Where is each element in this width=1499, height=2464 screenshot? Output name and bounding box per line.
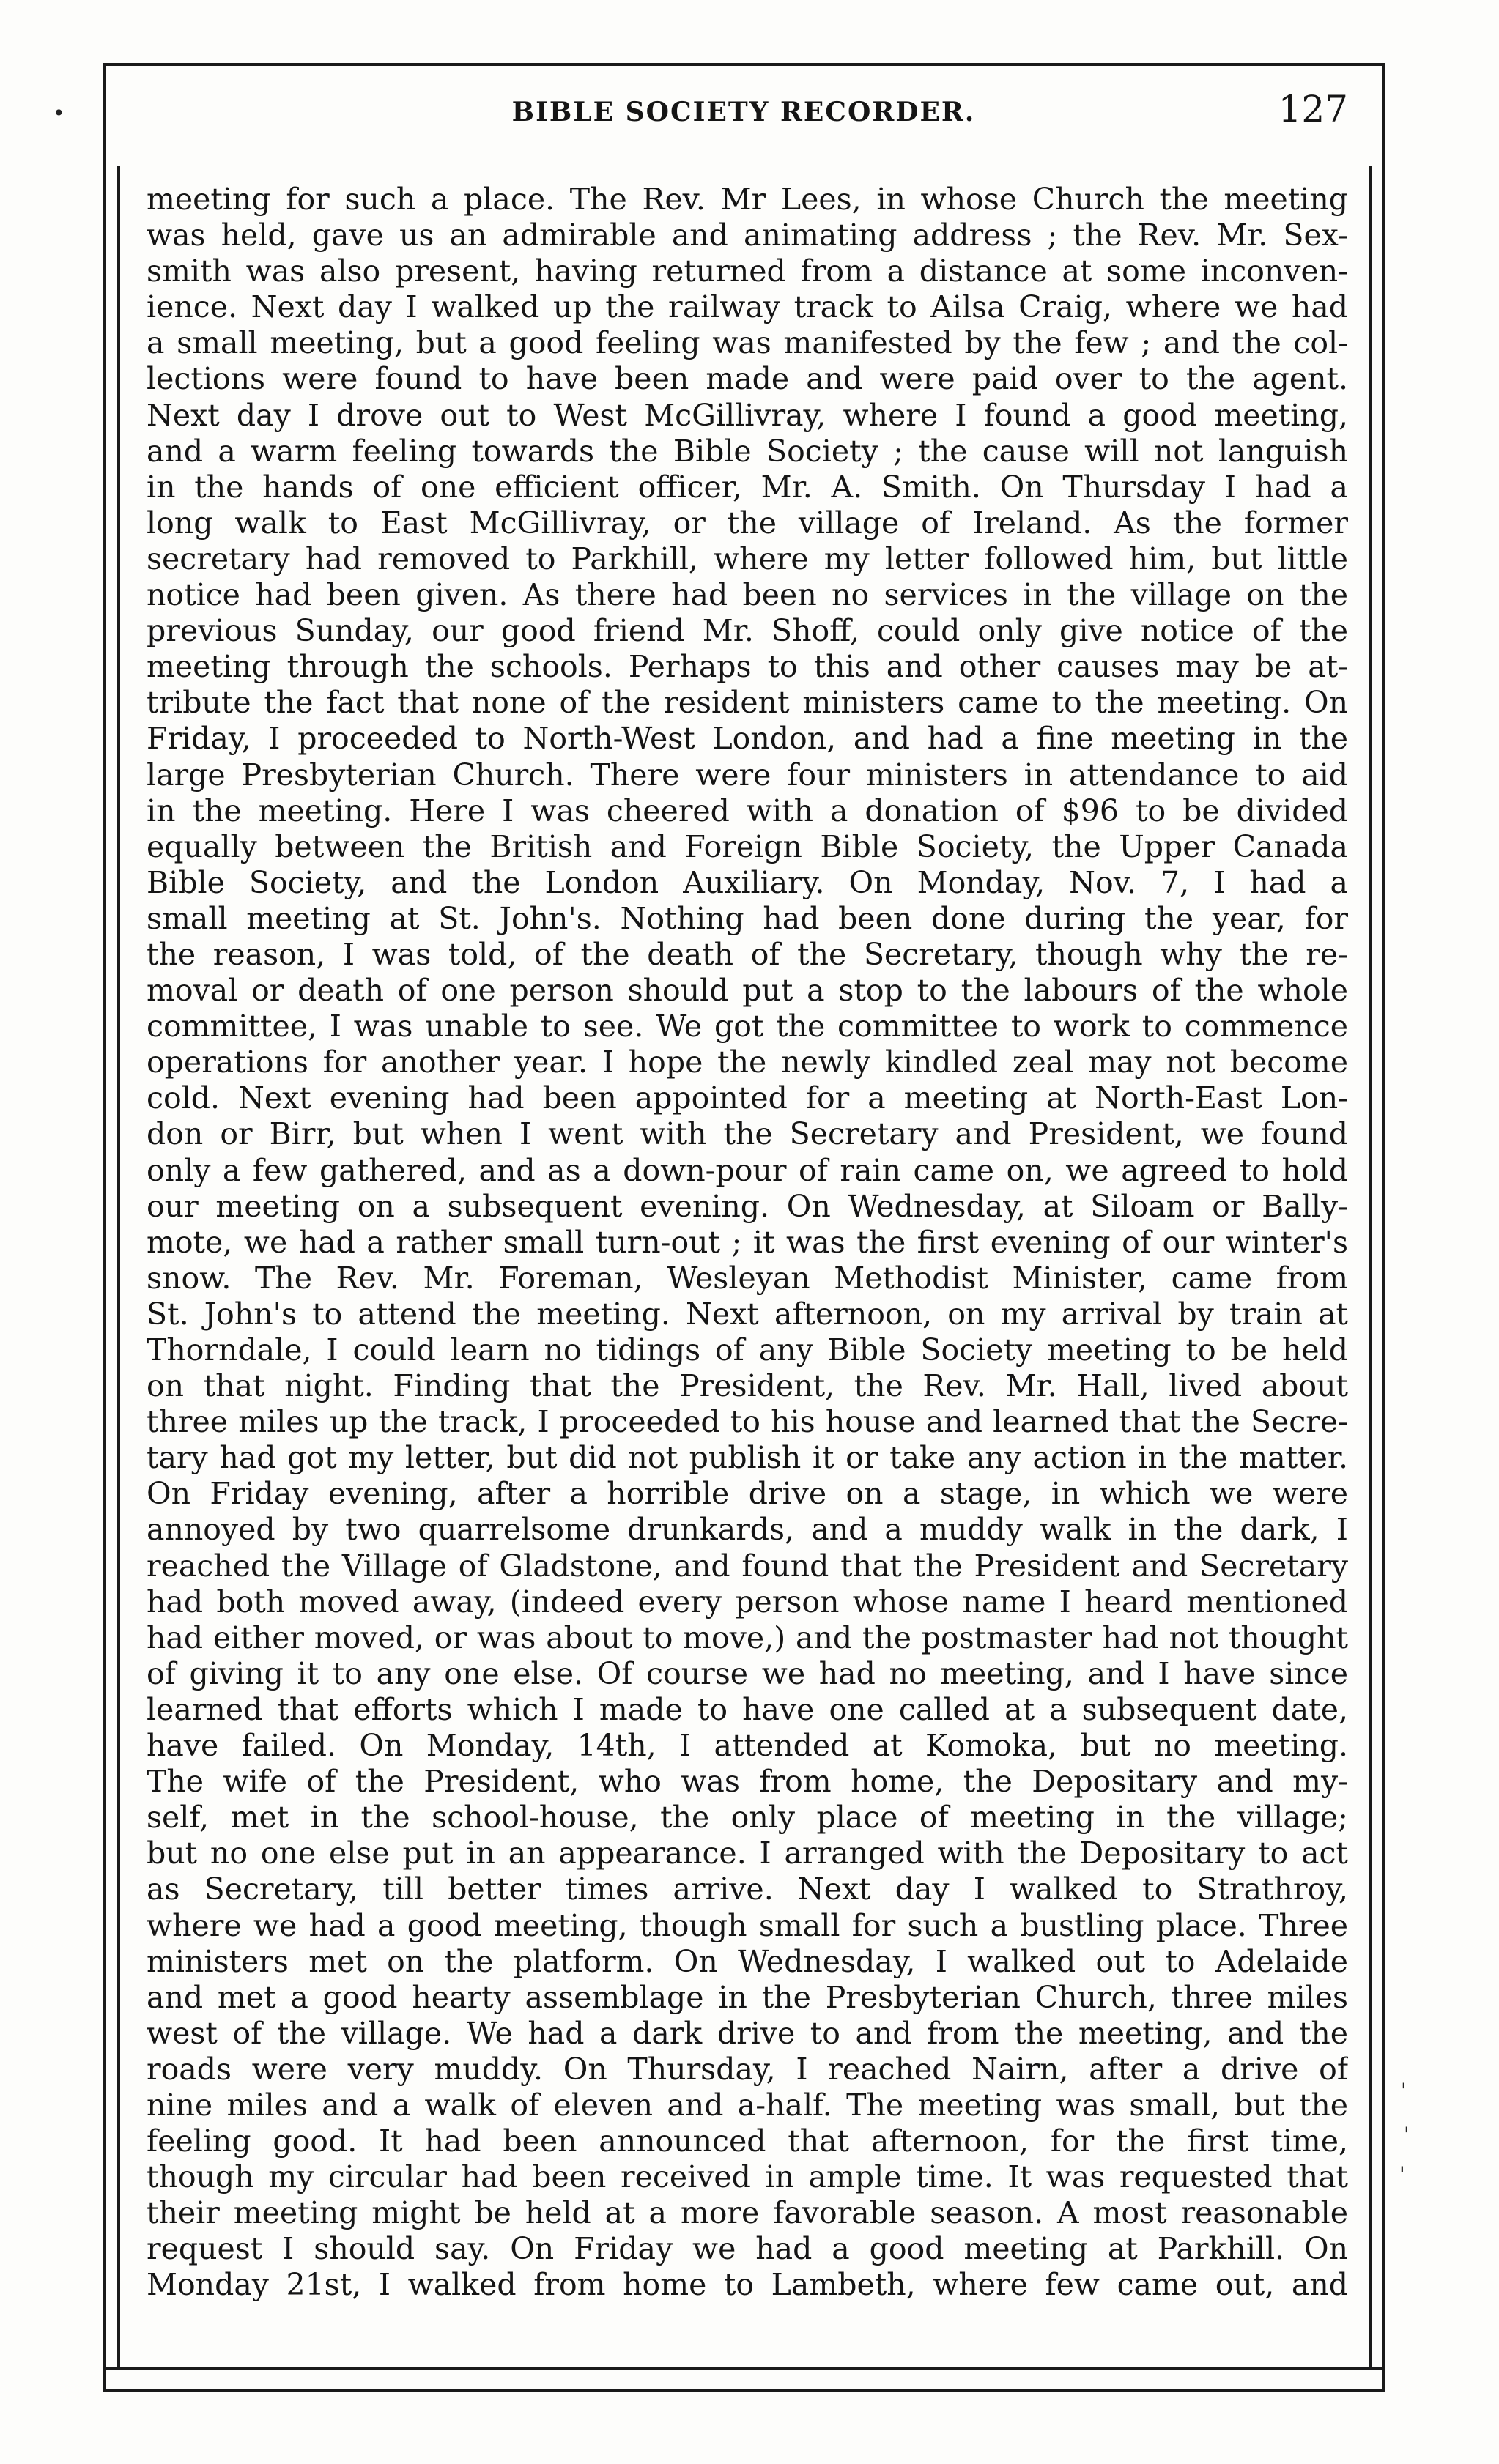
running-head [139,86,1348,138]
text-line: self, met in the school-house, the only place of meeting in the village; [147,1800,1348,1836]
text-line: tary had got my letter, but did not publish it or take any action in the matter. [147,1440,1348,1476]
text-line: had both moved away, (indeed every person whose name I heard mentioned [147,1584,1348,1619]
text-line: on that night. Finding that the President, the Rev. Mr. Hall, lived about [147,1368,1348,1404]
text-line: ministers met on the platform. On Wednesday, I walked out to Adelaide [147,1943,1348,1979]
text-line: was held, gave us an admirable and animating address ; the Rev. Mr. Sex- [147,218,1348,253]
text-line: long walk to East McGillivray, or the village of Ireland. As the former [147,505,1348,541]
text-line: roads were very muddy. On Thursday, I reached Nairn, after a drive of [147,2051,1348,2087]
text-line: cold. Next evening had been appointed for a meeting at North-East Lon- [147,1080,1348,1116]
text-line: had either moved, or was about to move,) and the postmaster had not thought [147,1619,1348,1655]
text-line: in the hands of one efficient officer, Mr. A. Smith. On Thursday I had a [147,469,1348,505]
text-line: of giving it to any one else. Of course we had no meeting, and I have since [147,1655,1348,1691]
text-line: as Secretary, till better times arrive. Next day I walked to Strathroy, [147,1871,1348,1907]
text-line: secretary had removed to Parkhill, where my letter followed him, but little [147,541,1348,576]
text-line: west of the village. We had a dark drive to and from the meeting, and the [147,2015,1348,2051]
text-line: don or Birr, but when I went with the Secretary and President, we found [147,1116,1348,1152]
text-line: Friday, I proceeded to North-West London, and had a fine meeting in the [147,721,1348,757]
text-line: ience. Next day I walked up the railway track to Ailsa Craig, where we had [147,289,1348,325]
article-body [147,182,1348,2304]
text-line: the reason, I was told, of the death of the Secretary, though why the re- [147,936,1348,972]
frame-bottom-outer-rule [103,2389,1385,2392]
frame-right-inner-rule [1369,166,1372,2370]
text-line: in the meeting. Here I was cheered with a donation of $96 to be divided [147,793,1348,828]
text-line: have failed. On Monday, 14th, I attended at Komoka, but no meeting. [147,1728,1348,1764]
text-line: tribute the fact that none of the resident ministers came to the meeting. On [147,685,1348,721]
text-line: St. John's to attend the meeting. Next afternoon, on my arrival by train at [147,1296,1348,1332]
text-line: The wife of the President, who was from home, the Depositary and my- [147,1764,1348,1800]
margin-speck: ' [1404,2123,1410,2147]
margin-speck: ' [1399,2162,1405,2186]
text-line: small meeting at St. John's. Nothing had been done during the year, for [147,900,1348,936]
page-number: 127 [1278,88,1348,130]
text-line: our meeting on a subsequent evening. On Wednesday, at Siloam or Bally- [147,1188,1348,1224]
text-line: large Presbyterian Church. There were four ministers in attendance to aid [147,757,1348,793]
text-line: reached the Village of Gladstone, and found that the President and Secretary [147,1548,1348,1584]
text-line: feeling good. It had been announced that afternoon, for the first time, [147,2123,1348,2159]
frame-bottom-rule [103,2367,1385,2370]
frame-left-inner-rule [117,166,120,2370]
frame-left-outer-rule [103,63,106,2392]
text-line: previous Sunday, our good friend Mr. Shoff, could only give notice of the [147,613,1348,649]
margin-speck: • [53,101,65,125]
margin-speck: ' [1401,2079,1407,2103]
text-line: a small meeting, but a good feeling was manifested by the few ; and the col- [147,325,1348,361]
text-line: Bible Society, and the London Auxiliary. On Monday, Nov. 7, I had a [147,864,1348,900]
text-line: and met a good hearty assemblage in the Presbyterian Church, three miles [147,1979,1348,2015]
text-line: and a warm feeling towards the Bible Society ; the cause will not languish [147,433,1348,469]
text-line: Monday 21st, I walked from home to Lambeth, where few came out, and [147,2267,1348,2303]
text-line: snow. The Rev. Mr. Foreman, Wesleyan Methodist Minister, came from [147,1260,1348,1296]
text-line: meeting through the schools. Perhaps to this and other causes may be at- [147,649,1348,685]
text-line: Next day I drove out to West McGillivray, where I found a good meeting, [147,397,1348,433]
text-line: moval or death of one person should put a stop to the labours of the whole [147,973,1348,1009]
running-title: BIBLE SOCIETY RECORDER. [511,97,976,127]
text-line: smith was also present, having returned from a distance at some inconven- [147,253,1348,289]
text-line: lections were found to have been made and were paid over to the agent. [147,361,1348,397]
text-line: committee, I was unable to see. We got the committee to work to commence [147,1009,1348,1044]
text-line: Thorndale, I could learn no tidings of any Bible Society meeting to be held [147,1332,1348,1368]
text-line: learned that efforts which I made to have one called at a subsequent date, [147,1691,1348,1727]
text-line: annoyed by two quarrelsome drunkards, and a muddy walk in the dark, I [147,1512,1348,1548]
text-line: mote, we had a rather small turn-out ; it was the first evening of our winter's [147,1224,1348,1260]
text-line: operations for another year. I hope the newly kindled zeal may not become [147,1044,1348,1080]
text-line: nine miles and a walk of eleven and a-half. The meeting was small, but the [147,2087,1348,2123]
text-line: their meeting might be held at a more favorable season. A most reasonable [147,2195,1348,2231]
text-line: meeting for such a place. The Rev. Mr Lees, in whose Church the meeting [147,182,1348,217]
text-line: though my circular had been received in ample time. It was requested that [147,2159,1348,2195]
text-line: three miles up the track, I proceeded to his house and learned that the Secre- [147,1404,1348,1440]
text-line: On Friday evening, after a horrible drive on a stage, in which we were [147,1476,1348,1512]
text-line: notice had been given. As there had been no services in the village on the [147,577,1348,613]
text-line: only a few gathered, and as a down-pour of rain came on, we agreed to hold [147,1152,1348,1188]
text-line: request I should say. On Friday we had a good meeting at Parkhill. On [147,2231,1348,2267]
frame-right-outer-rule [1382,63,1385,2392]
text-line: but no one else put in an appearance. I arranged with the Depositary to act [147,1836,1348,1871]
frame-top-rule [103,63,1385,66]
text-line: equally between the British and Foreign Bible Society, the Upper Canada [147,828,1348,864]
text-line: where we had a good meeting, though small for such a bustling place. Three [147,1907,1348,1943]
